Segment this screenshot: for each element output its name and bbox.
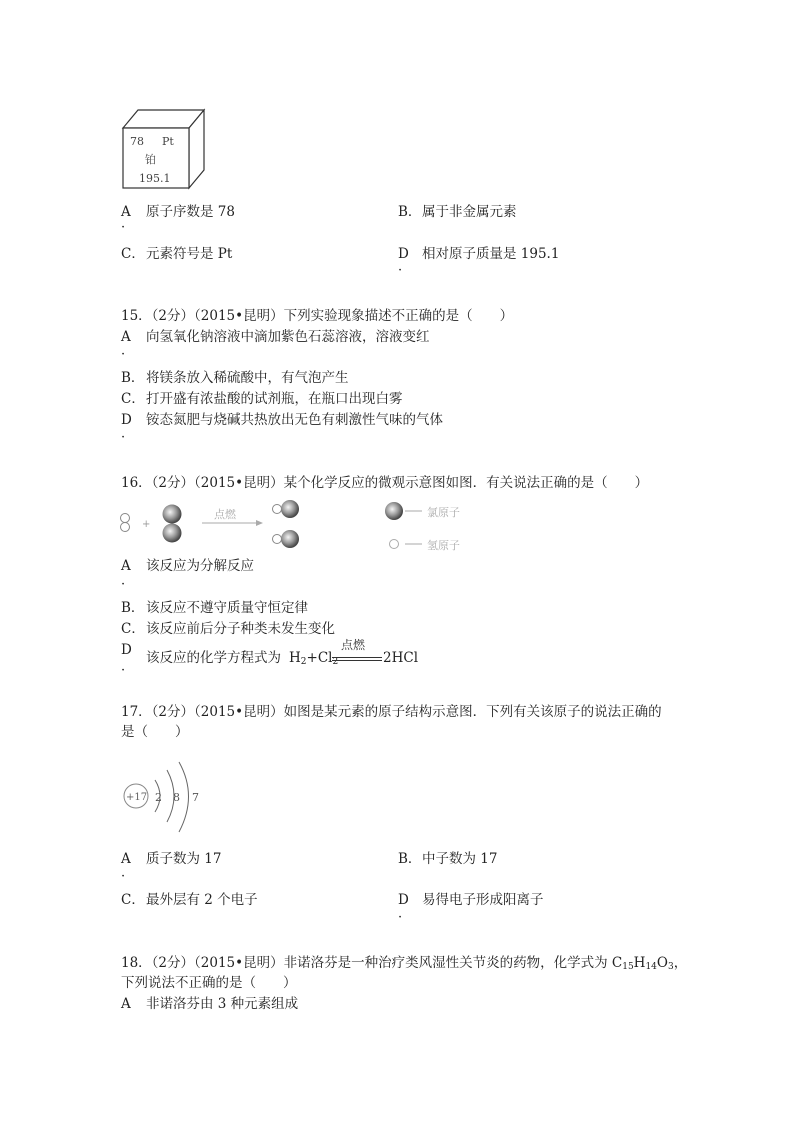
q18-option-a-text: 非诺洛芬由 3 种元素组成	[146, 996, 299, 1012]
q17-option-d-label: D	[398, 892, 409, 908]
q15-option-d-text: 铵态氮肥与烧碱共热放出无色有刺激性气味的气体	[146, 412, 443, 428]
q17-option-c-text: 最外层有 2 个电子	[146, 892, 258, 908]
q14-option-d-text: 相对原子质量是 195.1	[422, 246, 560, 262]
reaction-diagram	[116, 496, 486, 558]
shell-electrons-1: 2	[155, 791, 162, 804]
eq-condition: 点燃	[341, 638, 366, 652]
hydrogen-atom	[273, 535, 282, 544]
option-dot: ·	[121, 577, 126, 592]
condition-label: 点燃	[214, 508, 236, 521]
q14-option-d-label: D	[398, 246, 409, 262]
q18-stem-line2: 下列说法不正确的是（ ）	[121, 975, 297, 991]
q15-option-b-text: 将镁条放入稀硫酸中，有气泡产生	[146, 370, 349, 386]
q17-option-b-text: 中子数为 17	[422, 851, 498, 867]
q16-option-d-text: 该反应的化学方程式为	[146, 650, 281, 666]
option-dot: ·	[398, 910, 403, 925]
element-name: 铂	[145, 153, 156, 166]
q14-option-c-text: 元素符号是 Pt	[146, 246, 233, 262]
chlorine-legend-label: 氯原子	[427, 506, 460, 519]
option-dot: ·	[121, 430, 126, 445]
q16-option-c-label: C．	[121, 621, 145, 637]
chlorine-atom	[281, 500, 299, 518]
q17-option-d-text: 易得电子形成阳离子	[422, 892, 544, 908]
hydrogen-legend-label: 氢原子	[427, 539, 460, 552]
element-symbol: Pt	[162, 135, 174, 148]
formula-h: H	[633, 955, 646, 971]
q15-option-a-text: 向氢氧化钠溶液中滴加紫色石蕊溶液，溶液变红	[146, 329, 430, 345]
option-dot: ·	[398, 263, 403, 278]
q15-option-c-label: C．	[121, 391, 145, 407]
q14-option-c-label: C．	[121, 246, 145, 262]
option-dot: ·	[121, 869, 126, 884]
chlorine-atom	[281, 530, 299, 548]
element-mass: 195.1	[139, 172, 171, 185]
nucleus-charge: +17	[126, 792, 148, 803]
hydrogen-atom	[273, 505, 282, 514]
eq-plus-cl: +Cl	[306, 650, 333, 666]
hydrogen-legend-atom	[390, 540, 399, 549]
q16-stem: 16．（2分）（2015•昆明）某个化学反应的微观示意图如图．有关说法正确的是（ ）	[121, 475, 649, 491]
eq-h-subscript: 2	[300, 657, 307, 667]
q15-option-b-label: B．	[121, 370, 145, 386]
q15-stem: 15．（2分）（2015•昆明）下列实验现象描述不正确的是（ ）	[121, 308, 514, 324]
shell-electrons-3: 7	[192, 791, 199, 804]
q16-option-a-text: 该反应为分解反应	[146, 558, 254, 574]
q16-option-b-label: B．	[121, 600, 145, 616]
q14-option-b-text: 属于非金属元素	[422, 204, 517, 220]
shell-electrons-2: 8	[173, 791, 180, 804]
q16-option-d-label: D	[121, 642, 132, 658]
q14-option-a-label: A	[121, 204, 131, 220]
q17-option-c-label: C．	[121, 892, 145, 908]
option-dot: ·	[121, 663, 126, 678]
q18-stem-punct: ，	[673, 955, 688, 971]
chemical-equation	[289, 650, 338, 670]
q17-option-a-label: A	[121, 851, 131, 867]
formula-c-subscript: 15	[622, 962, 634, 972]
q18-option-a-label: A	[121, 996, 131, 1012]
electron-shell	[179, 762, 189, 832]
q16-option-c-text: 该反应前后分子种类未发生变化	[146, 621, 335, 637]
chlorine-atom	[163, 524, 182, 543]
q17-option-b-label: B．	[398, 851, 422, 867]
hydrogen-atom	[121, 514, 130, 523]
eq-cl-subscript: 2	[332, 657, 339, 667]
plus-sign: +	[142, 519, 151, 530]
eq-h: H	[289, 650, 301, 666]
atom-structure-diagram	[118, 760, 218, 840]
eq-condition-arrow	[332, 640, 382, 666]
q15-option-c-text: 打开盛有浓盐酸的试剂瓶，在瓶口出现白雾	[146, 391, 403, 407]
q15-option-a-label: A	[121, 329, 131, 345]
eq-product: 2HCl	[383, 650, 419, 666]
formula-o: O	[656, 955, 668, 971]
hydrogen-atom	[121, 523, 130, 532]
chlorine-atom	[163, 505, 182, 524]
q17-stem-line1: 17．（2分）（2015•昆明）如图是某元素的原子结构示意图．下列有关该原子的说法正确的	[121, 704, 662, 720]
q14-option-b-label: B．	[398, 204, 422, 220]
formula-h-subscript: 14	[645, 962, 657, 972]
formula-o-subscript: 3	[667, 962, 674, 972]
chlorine-legend-atom	[385, 502, 403, 520]
element-card	[118, 108, 208, 190]
option-dot: ·	[121, 220, 126, 235]
q17-stem-line2: 是（ ）	[121, 724, 189, 740]
q17-option-a-text: 质子数为 17	[146, 851, 222, 867]
option-dot: ·	[121, 347, 126, 362]
q16-option-a-label: A	[121, 558, 131, 574]
q18-stem-text: 18．（2分）（2015•昆明）非诺洛芬是一种治疗类风湿性关节炎的药物，化学式为 C	[121, 955, 623, 971]
q15-option-d-label: D	[121, 412, 132, 428]
q16-option-b-text: 该反应不遵守质量守恒定律	[146, 600, 308, 616]
element-number: 78	[130, 135, 144, 148]
q18-stem-line1	[121, 955, 687, 975]
q14-option-a-text: 原子序数是 78	[146, 204, 235, 220]
